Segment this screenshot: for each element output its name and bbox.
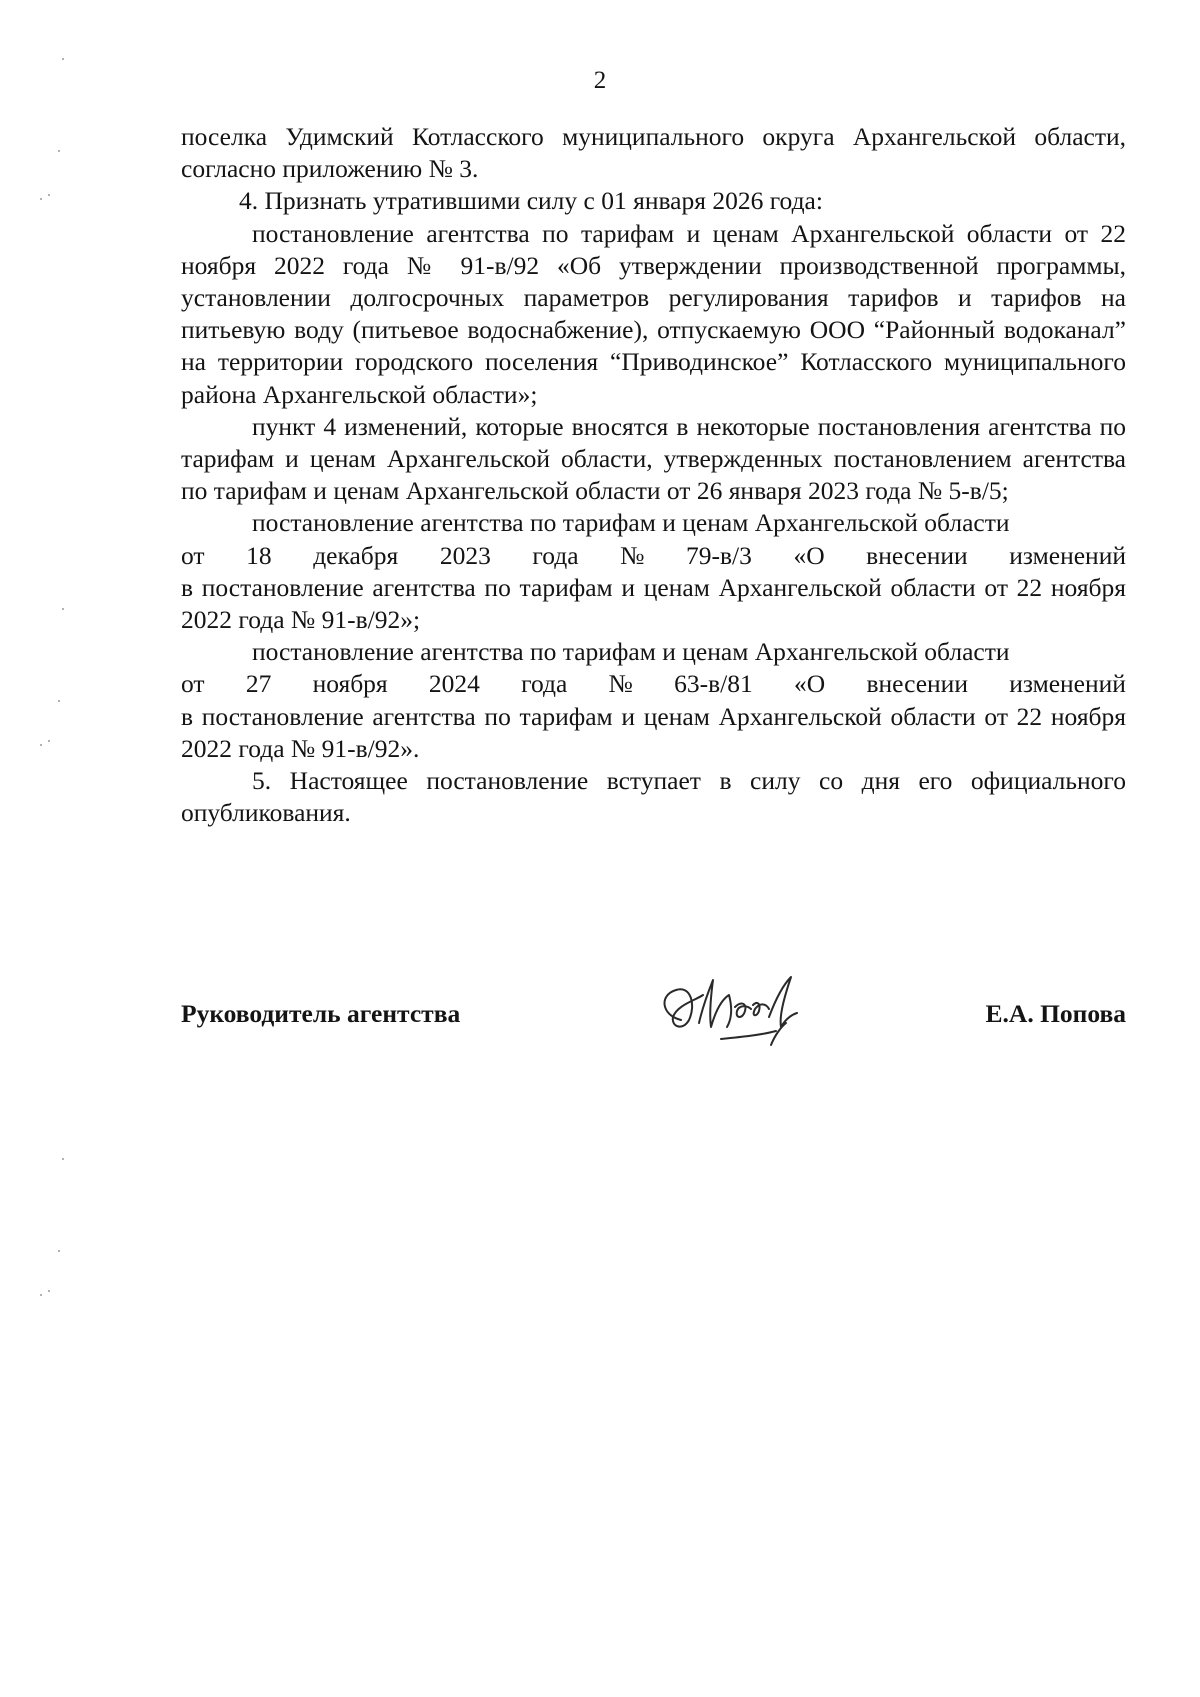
word: 2023 <box>439 540 491 570</box>
paragraph-line: в постановление агентства по тарифам и ценам Архангельской области от 22 ноября 2022 года № 91-в/92»; <box>181 572 1126 635</box>
scan-artifact <box>40 744 42 746</box>
word: внесении <box>866 540 968 570</box>
paragraph-line: постановление агентства по тарифам и ценам Архангельской области <box>252 508 1010 538</box>
spread-line <box>181 668 1126 700</box>
paragraph-item-5: 5. Настоящее постановление вступает в силу со дня его официального опубликования. <box>181 766 1126 828</box>
word: ноября <box>312 669 388 699</box>
scan-artifact <box>40 1294 42 1296</box>
page-number: 2 <box>593 67 607 94</box>
paragraph-line: постановление агентства по тарифам и ценам Архангельской области <box>252 637 1010 667</box>
spread-line <box>181 540 1126 572</box>
word: 27 <box>245 669 272 699</box>
scan-artifact <box>48 1290 50 1292</box>
paragraph-revoked-resolution-2 <box>181 507 1126 636</box>
word: «О <box>794 669 826 699</box>
word: № <box>608 669 633 699</box>
scan-artifact <box>62 58 64 60</box>
paragraph-continuation: поселка Удимский Котласского муниципального округа Архангельской области, согласно приложению № 3. <box>181 122 1126 184</box>
handwritten-signature <box>651 965 821 1055</box>
scan-artifact <box>48 194 50 196</box>
paragraph-line: в постановление агентства по тарифам и ценам Архангельской области от 22 ноября 2022 года № 91-в/92». <box>181 701 1126 763</box>
scan-artifact <box>58 1250 60 1252</box>
document-body <box>181 121 1126 829</box>
word: № <box>620 540 645 570</box>
word: 18 <box>246 540 272 570</box>
paragraph-revoked-item-4: пункт 4 изменений, которые вносятся в некоторые постановления агентства по тарифам и ценам Архангельской области, утвержденных постановлением агентства по тарифам и ценам Архангельской области от 26 января 2023 года № 5-в/5; <box>181 411 1126 506</box>
word: года <box>521 669 568 699</box>
signatory-name: Е.А. Попова <box>985 999 1126 1028</box>
word: года <box>532 540 579 570</box>
word: от <box>181 669 205 699</box>
signatory-title: Руководитель агентства <box>181 999 461 1028</box>
word: внесении <box>866 669 968 699</box>
scan-artifact <box>40 198 42 200</box>
word: 2024 <box>428 669 480 699</box>
word: изменений <box>1009 540 1126 570</box>
paragraph-revoked-resolution-3 <box>181 636 1126 765</box>
scan-artifact <box>58 150 60 152</box>
word: 79-в/3 <box>686 540 752 570</box>
scan-artifact <box>62 608 64 610</box>
scan-artifact <box>62 1158 64 1160</box>
word: изменений <box>1009 669 1126 699</box>
word: «О <box>793 540 825 570</box>
word: от <box>181 540 205 570</box>
paragraph-item-4: 4. Признать утратившими силу с 01 января 2026 года: <box>239 186 823 216</box>
paragraph-revoked-resolution-1: постановление агентства по тарифам и ценам Архангельской области от 22 ноября 2022 года № 91-в/92 «Об утверждении производственной программы, установлении долгосрочных параметров регулирования тарифов и тарифов на питьевую воду (питьевое водоснабжение), отпускаемую ООО “Районный водоканал” на территории городского поселения “Приводинское” Котласского муниципального района Архангельской области»; <box>181 218 1126 409</box>
scan-artifact <box>48 740 50 742</box>
signature-block <box>181 990 1126 1050</box>
word: декабря <box>313 540 399 570</box>
word: 63-в/81 <box>674 669 753 699</box>
scan-artifact <box>58 700 60 702</box>
